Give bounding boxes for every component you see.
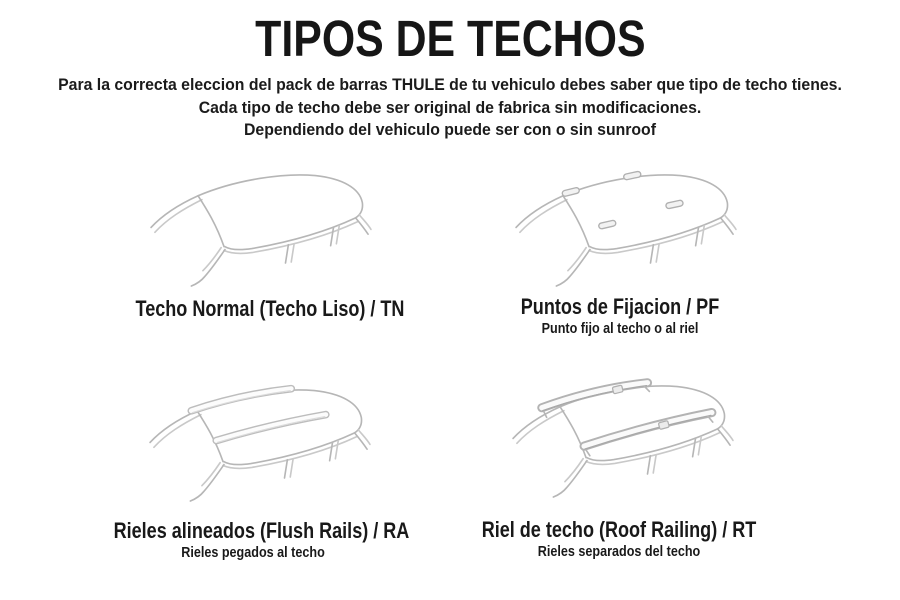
intro-line-3: Dependiendo del vehiculo puede ser con o sin sunroof bbox=[243, 120, 656, 140]
roof-type-label-pf bbox=[450, 295, 790, 337]
railing-clamps bbox=[612, 385, 669, 429]
roof-type-title-rt: Riel de techo (Roof Railing) / RT bbox=[481, 517, 757, 542]
intro-text bbox=[32, 74, 869, 142]
roof-type-label-ra bbox=[83, 519, 423, 561]
roof-type-label-rt bbox=[449, 518, 789, 560]
page-title: TIPOS DE TECHOS bbox=[254, 10, 646, 67]
roof-type-title-ra: Rieles alineados (Flush Rails) / RA bbox=[113, 518, 410, 543]
intro-line-1: Para la correcta eleccion del pack de barras THULE de tu vehiculo debes saber que tipo de techo tienes. bbox=[58, 75, 842, 94]
roof-type-title-tn: Techo Normal (Techo Liso) / TN bbox=[135, 296, 405, 321]
roof-type-subtitle-pf: Punto fijo al techo o al riel bbox=[541, 320, 699, 337]
roof-type-title-pf: Puntos de Fijacion / PF bbox=[520, 294, 720, 319]
intro-line-2: Cada tipo de techo debe ser original de fabrica sin modificaciones. bbox=[198, 97, 702, 117]
raised-rails-roof-illustration bbox=[510, 377, 736, 498]
roof-type-label-tn bbox=[100, 297, 440, 320]
roof-type-subtitle-ra: Rieles pegados al techo bbox=[181, 544, 325, 561]
normal-roof-illustration bbox=[148, 166, 374, 287]
fixation-pads bbox=[562, 171, 684, 229]
roof-type-subtitle-rt: Rieles separados del techo bbox=[537, 543, 701, 560]
flush-rails-roof-illustration bbox=[147, 381, 373, 502]
fixed-points-roof-illustration bbox=[513, 166, 739, 287]
